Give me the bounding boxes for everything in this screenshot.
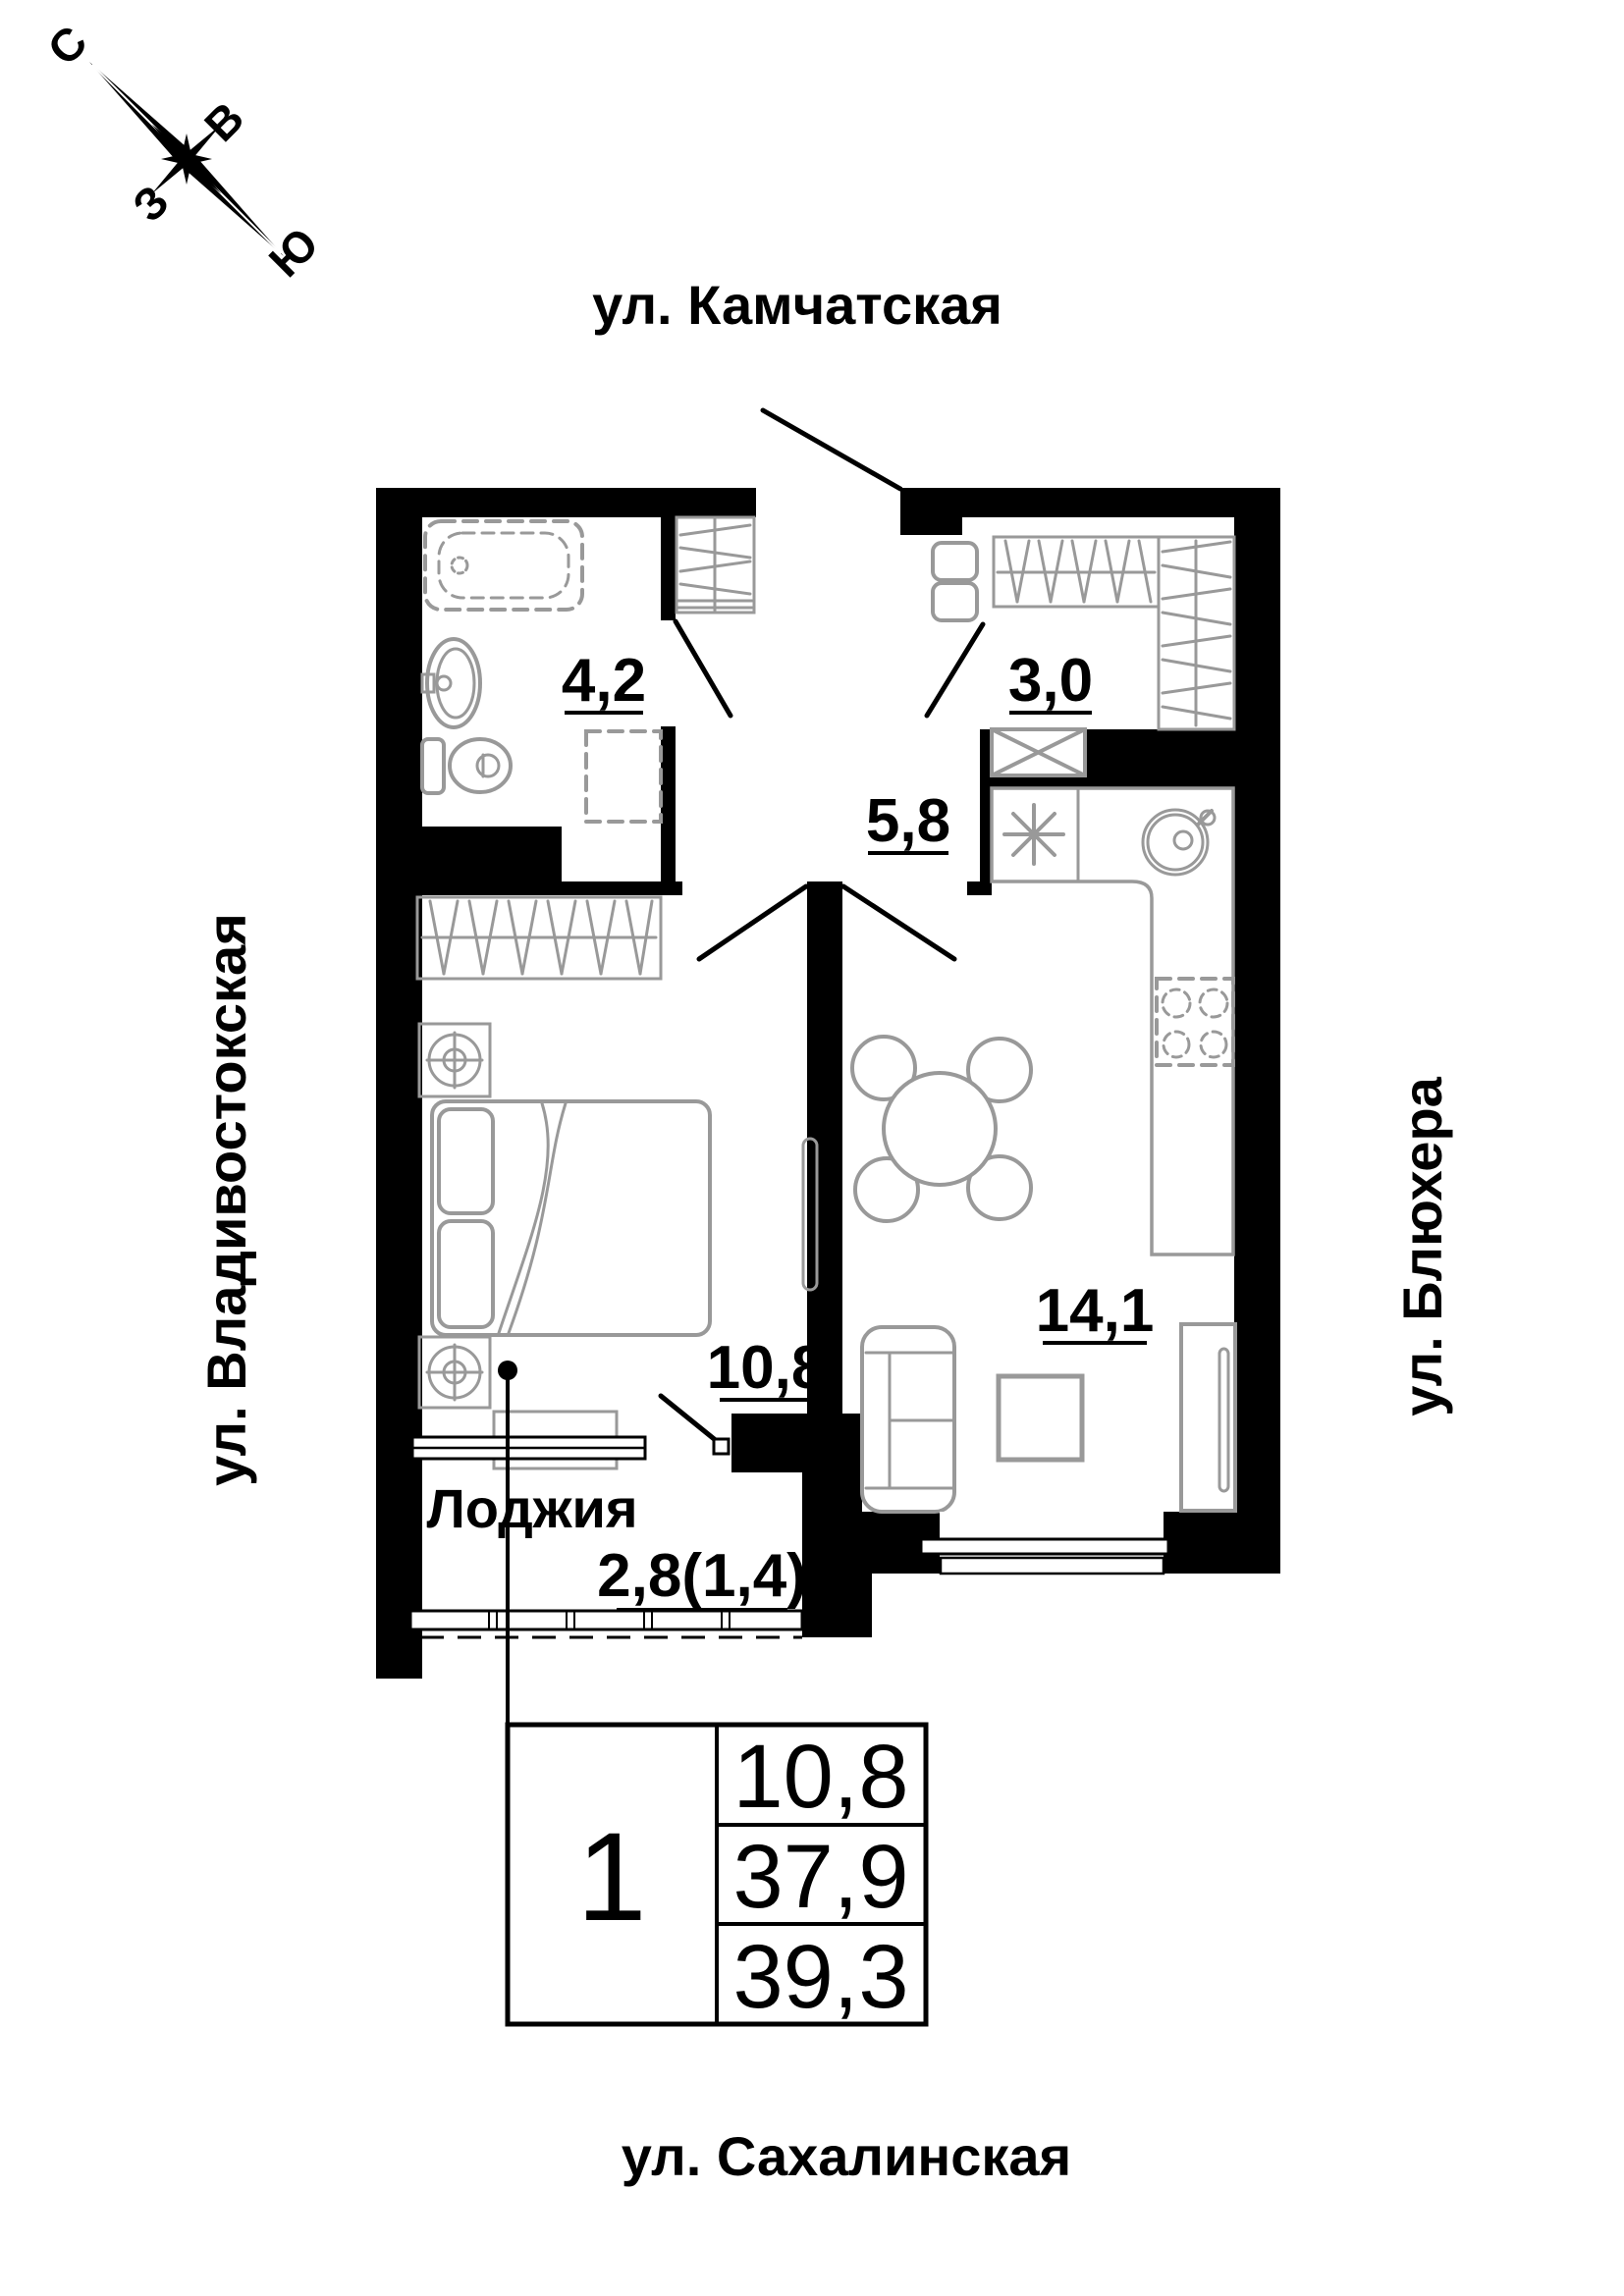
kitchen-door <box>843 886 954 959</box>
rooms-count-value: 1 <box>576 1807 647 1948</box>
living-furniture <box>862 1324 1235 1512</box>
compass-rose <box>2 0 354 327</box>
kitchen-living-area-label: 14,1 <box>1035 1277 1155 1345</box>
sofa-icon <box>862 1327 954 1512</box>
apartment-area-value: 37,9 <box>732 1827 909 1927</box>
bathroom-area-label: 4,2 <box>561 647 647 715</box>
apartment-callout-leader <box>498 1361 517 1725</box>
washbasin-icon <box>422 639 480 727</box>
apartment-info-table <box>508 1725 926 2027</box>
bedroom-area-label: 10,8 <box>706 1334 826 1402</box>
living-room-window <box>921 1512 1168 1574</box>
coffee-table-icon <box>999 1376 1082 1460</box>
bathtub-icon <box>425 521 582 610</box>
street-label-left: ул. Владивостокская <box>195 913 257 1486</box>
street-label-bottom: ул. Сахалинская <box>621 2125 1072 2187</box>
closet-area-label: 3,0 <box>1007 647 1094 715</box>
compass-west-label: З <box>122 175 179 232</box>
wardrobe-top-icon <box>994 537 1159 607</box>
loggia-door-hinge <box>714 1439 729 1454</box>
nightstand-icon <box>419 1024 490 1096</box>
shoe-cabinet-icon <box>933 543 977 620</box>
stove-icon <box>1004 805 1063 864</box>
bedroom-door <box>699 886 806 959</box>
bedroom-furniture <box>417 897 817 1408</box>
dining-table-icon <box>852 1037 1031 1221</box>
loggia-glazing <box>383 1611 802 1637</box>
coat-rack-icon <box>677 517 754 613</box>
nightstand-icon <box>419 1337 490 1408</box>
living-area-value: 10,8 <box>732 1727 909 1827</box>
entrance-door-leaf <box>763 410 900 489</box>
compass-south-label: Ю <box>258 217 329 287</box>
compass-north-label: С <box>37 15 97 76</box>
street-label-top: ул. Камчатская <box>592 274 1002 336</box>
loggia-name-label: Лоджия <box>426 1477 638 1539</box>
bathroom-door <box>676 621 731 716</box>
closet-door <box>927 624 983 716</box>
hallway-area-label: 5,8 <box>865 787 951 855</box>
wardrobe-right-icon <box>1159 537 1234 729</box>
toilet-icon <box>422 739 511 793</box>
street-label-right: ул. Блюхера <box>1391 1077 1453 1416</box>
total-area-value: 39,3 <box>732 1927 909 2027</box>
washing-machine-icon <box>586 731 661 822</box>
kitchen-fixtures <box>852 788 1233 1255</box>
vent-shaft-icon <box>992 729 1085 775</box>
loggia-area-label: 2,8(1,4) <box>597 1542 807 1610</box>
compass-east-label: В <box>194 91 254 151</box>
bed-icon <box>432 1101 710 1335</box>
bedroom-wardrobe-icon <box>417 897 661 979</box>
tv-cabinet-icon <box>1181 1324 1235 1511</box>
bedroom-loggia-window <box>412 1437 645 1459</box>
